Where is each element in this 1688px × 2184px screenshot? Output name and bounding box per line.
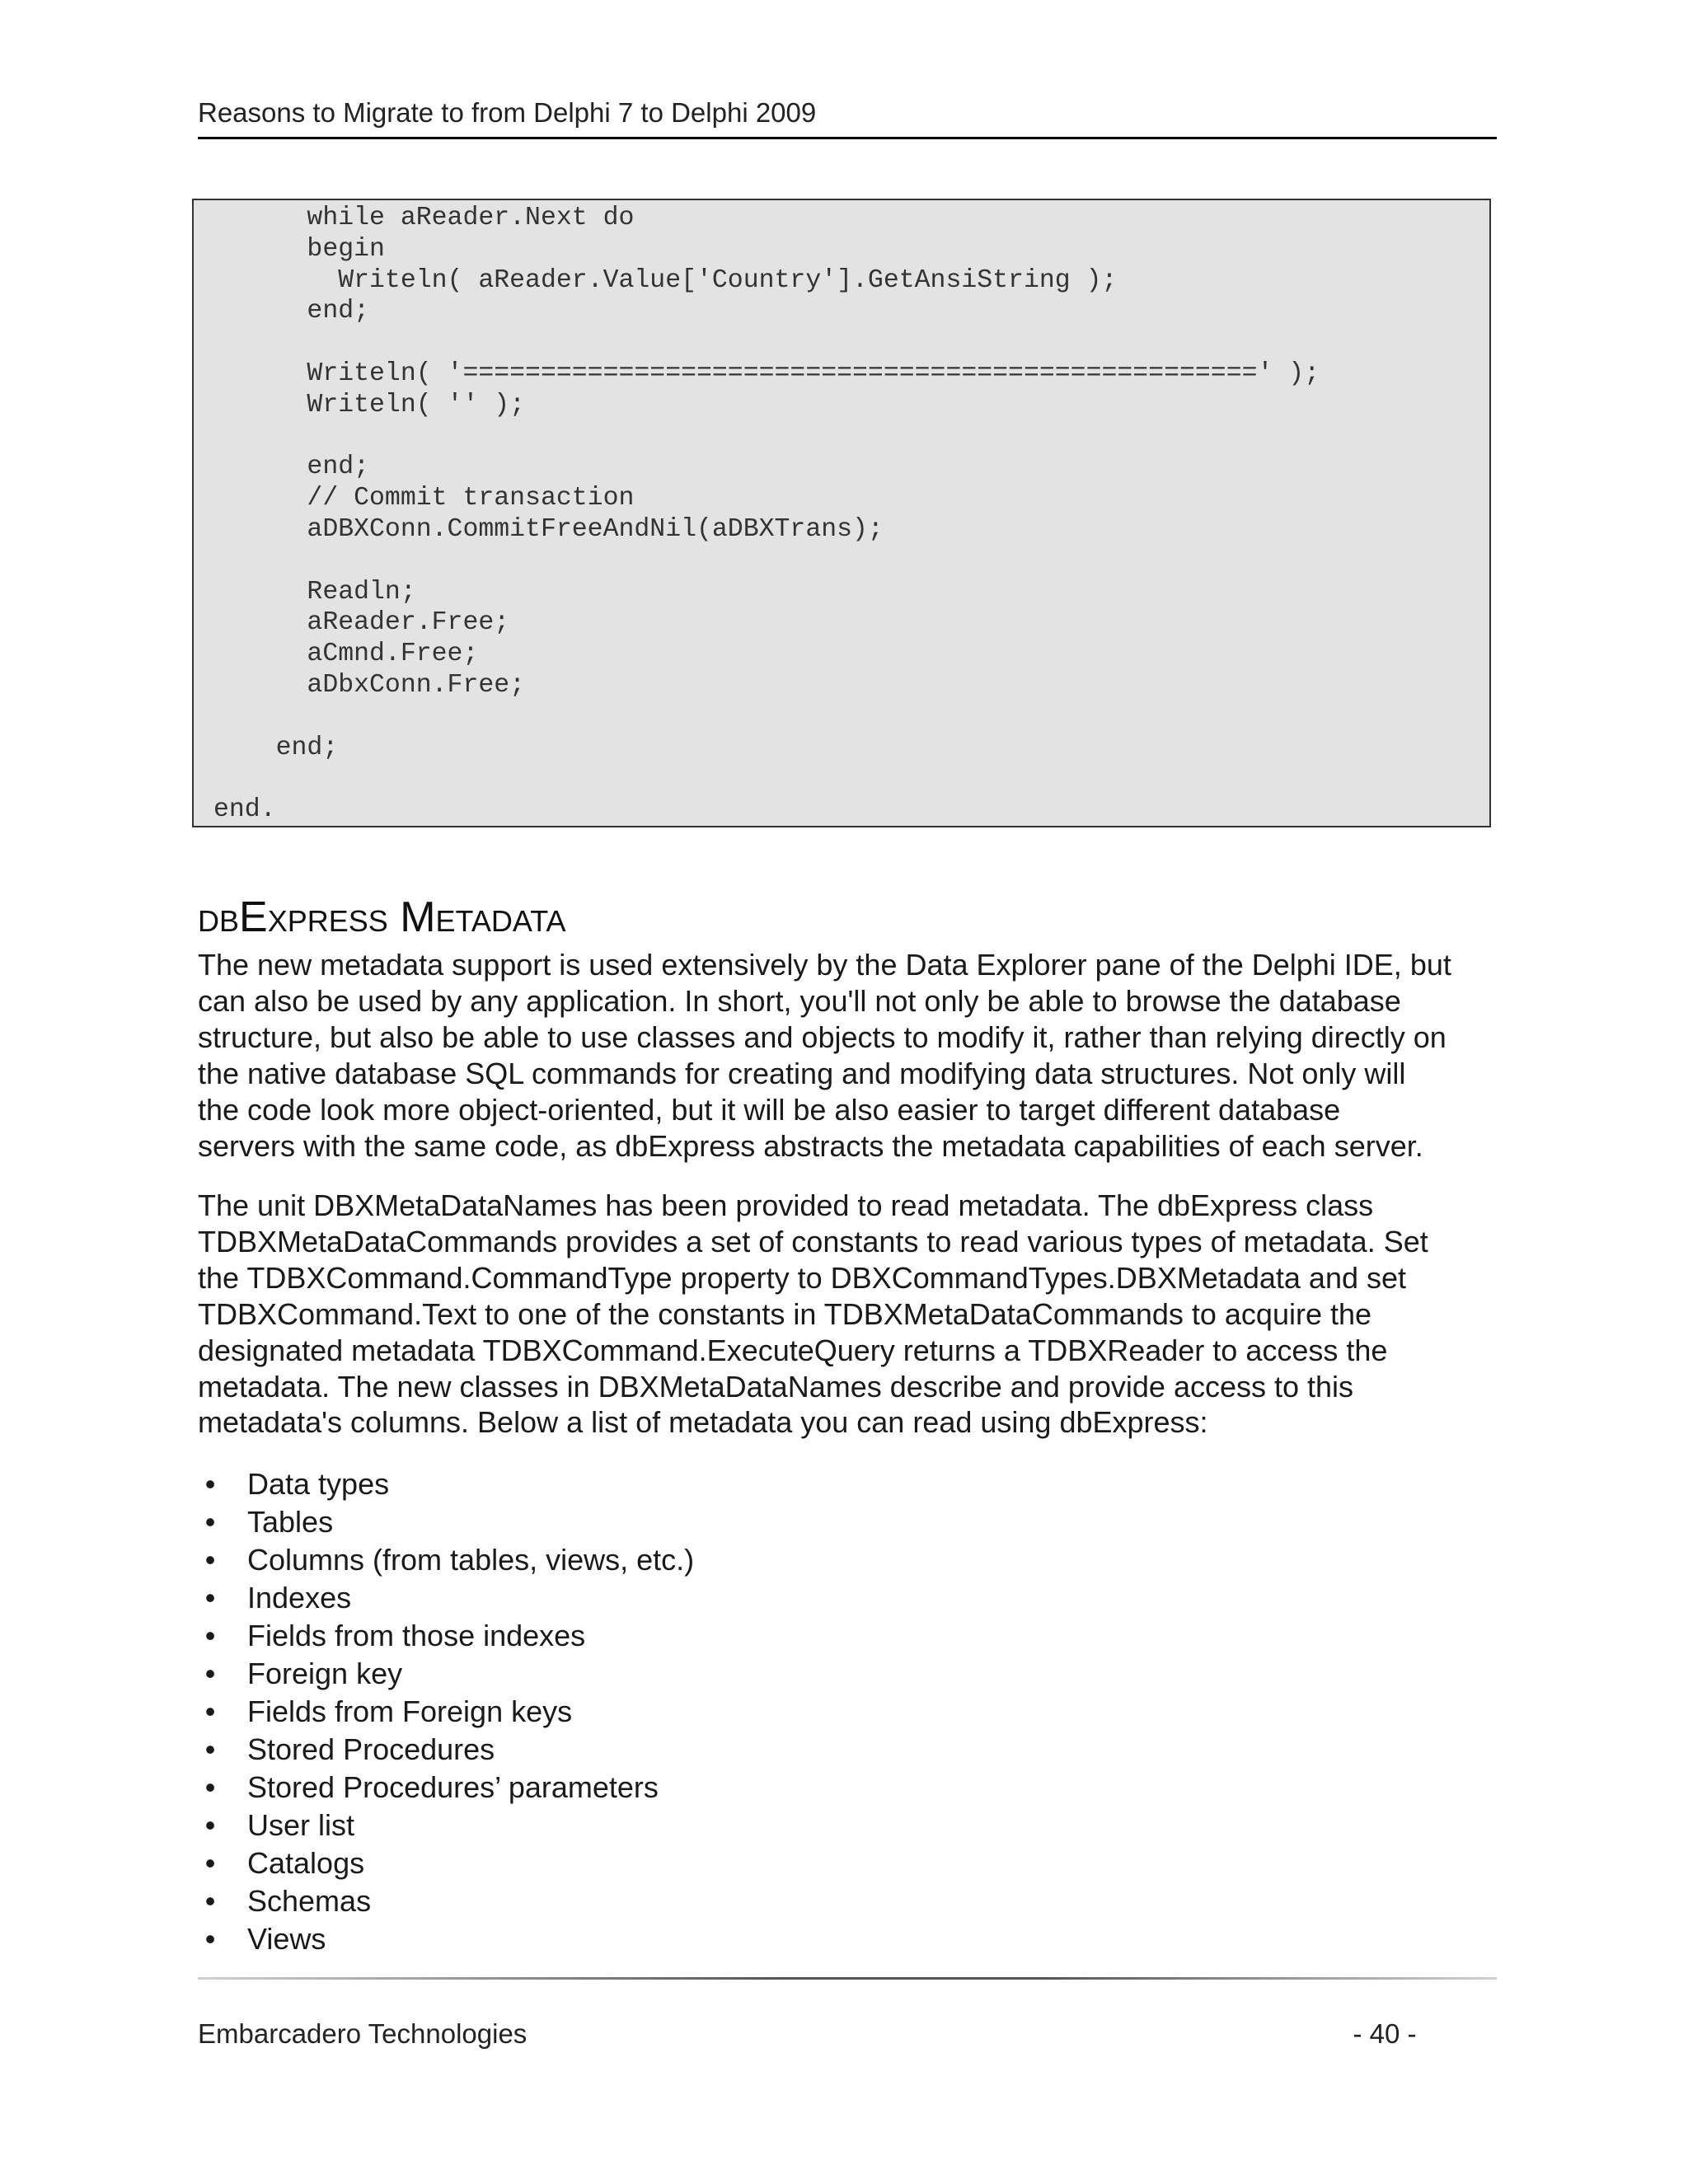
- bullet-icon: •: [204, 1657, 216, 1690]
- code-line: Writeln( '===================================================' );: [213, 359, 1320, 388]
- bullet-icon: •: [204, 1505, 216, 1539]
- code-line: aReader.Free;: [213, 608, 510, 638]
- bullet-icon: •: [204, 1732, 216, 1766]
- list-item-label: User list: [247, 1808, 355, 1842]
- list-item: [198, 1731, 694, 1769]
- list-item-label: Data types: [247, 1467, 390, 1501]
- code-line: end.: [213, 795, 276, 825]
- bullet-icon: •: [204, 1808, 216, 1842]
- list-item: [198, 1920, 694, 1958]
- code-block: [192, 199, 1491, 827]
- paragraph-line: The unit DBXMetaDataNames has been provided to read metadata. The dbExpress class: [198, 1188, 1374, 1222]
- bullet-icon: •: [204, 1467, 216, 1501]
- code-line: begin: [213, 234, 385, 264]
- list-item: [198, 1882, 694, 1920]
- bullet-icon: •: [204, 1846, 216, 1880]
- list-item: [198, 1807, 694, 1844]
- section-title: dbExpress Metadata: [198, 893, 566, 941]
- code-line: aDBXConn.CommitFreeAndNil(aDBXTrans);: [213, 514, 884, 544]
- paragraph-line: the TDBXCommand.CommandType property to DBXCommandTypes.DBXMetadata and set: [198, 1260, 1407, 1295]
- paragraph-line: TDBXMetaDataCommands provides a set of constants to read various types of metadata. Set: [198, 1224, 1428, 1258]
- paragraph-line: servers with the same code, as dbExpress abstracts the metadata capabilities of each server.: [198, 1128, 1423, 1163]
- list-item: [198, 1693, 694, 1731]
- paragraph-metadata-support: [198, 947, 1517, 1164]
- list-item-label: Stored Procedures: [247, 1732, 495, 1766]
- list-item-label: Foreign key: [247, 1657, 403, 1690]
- code-line: end;: [213, 733, 339, 762]
- paragraph-line: TDBXCommand.Text to one of the constants in TDBXMetaDataCommands to acquire the: [198, 1296, 1372, 1331]
- code-text: [194, 200, 1489, 826]
- code-line: Readln;: [213, 577, 416, 607]
- list-item: [198, 1465, 694, 1503]
- code-line: end;: [213, 297, 370, 326]
- list-item-label: Views: [247, 1922, 326, 1956]
- list-item-label: Schemas: [247, 1884, 372, 1918]
- list-item: [198, 1655, 694, 1693]
- bullet-icon: •: [204, 1543, 216, 1577]
- paragraph-line: structure, but also be able to use classes and objects to modify it, rather than relying directly on: [198, 1019, 1447, 1054]
- metadata-bullet-list: [198, 1465, 694, 1958]
- page-header: [198, 96, 1497, 139]
- paragraph-line: designated metadata TDBXCommand.ExecuteQuery returns a TDBXReader to access the: [198, 1333, 1388, 1367]
- list-item: [198, 1769, 694, 1807]
- paragraph-metadata-names: [198, 1188, 1517, 1441]
- code-line: end;: [213, 452, 370, 482]
- paragraph-line: The new metadata support is used extensively by the Data Explorer pane of the Delphi IDE, but: [198, 948, 1451, 982]
- bullet-icon: •: [204, 1922, 216, 1956]
- page-number: - 40 -: [1353, 2018, 1417, 2049]
- code-line: Writeln( '' );: [213, 390, 526, 419]
- paragraph-line: the code look more object-oriented, but it will be also easier to target different database: [198, 1092, 1341, 1127]
- footer-divider: [198, 1977, 1497, 1980]
- list-item: [198, 1503, 694, 1541]
- code-line: while aReader.Next do: [213, 204, 635, 232]
- list-item-label: Fields from Foreign keys: [247, 1694, 573, 1728]
- list-item-label: Indexes: [247, 1581, 352, 1615]
- code-line: // Commit transaction: [213, 484, 635, 513]
- paragraph-line: metadata's columns. Below a list of metadata you can read using dbExpress:: [198, 1405, 1208, 1440]
- list-item-label: Catalogs: [247, 1846, 365, 1880]
- paragraph-line: metadata. The new classes in DBXMetaDataNames describe and provide access to this: [198, 1369, 1354, 1404]
- list-item-label: Fields from those indexes: [247, 1619, 586, 1652]
- list-item: [198, 1579, 694, 1617]
- bullet-icon: •: [204, 1581, 216, 1615]
- bullet-icon: •: [204, 1694, 216, 1728]
- list-item-label: Tables: [247, 1505, 334, 1539]
- list-item: [198, 1844, 694, 1882]
- list-item-label: Columns (from tables, views, etc.): [247, 1543, 695, 1577]
- code-line: Writeln( aReader.Value['Country'].GetAnsiString );: [213, 265, 1118, 295]
- list-item-label: Stored Procedures’ parameters: [247, 1770, 659, 1804]
- list-item: [198, 1617, 694, 1655]
- paragraph-line: the native database SQL commands for creating and modifying data structures. Not only will: [198, 1056, 1406, 1090]
- bullet-icon: •: [204, 1770, 216, 1804]
- bullet-icon: •: [204, 1884, 216, 1918]
- code-line: aDbxConn.Free;: [213, 670, 526, 700]
- header-title: Reasons to Migrate to from Delphi 7 to Delphi 2009: [198, 97, 817, 128]
- code-line: aCmnd.Free;: [213, 640, 479, 669]
- footer-company: Embarcadero Technologies: [198, 2018, 528, 2049]
- paragraph-line: can also be used by any application. In short, you'll not only be able to browse the database: [198, 983, 1401, 1018]
- bullet-icon: •: [204, 1619, 216, 1652]
- list-item: [198, 1541, 694, 1579]
